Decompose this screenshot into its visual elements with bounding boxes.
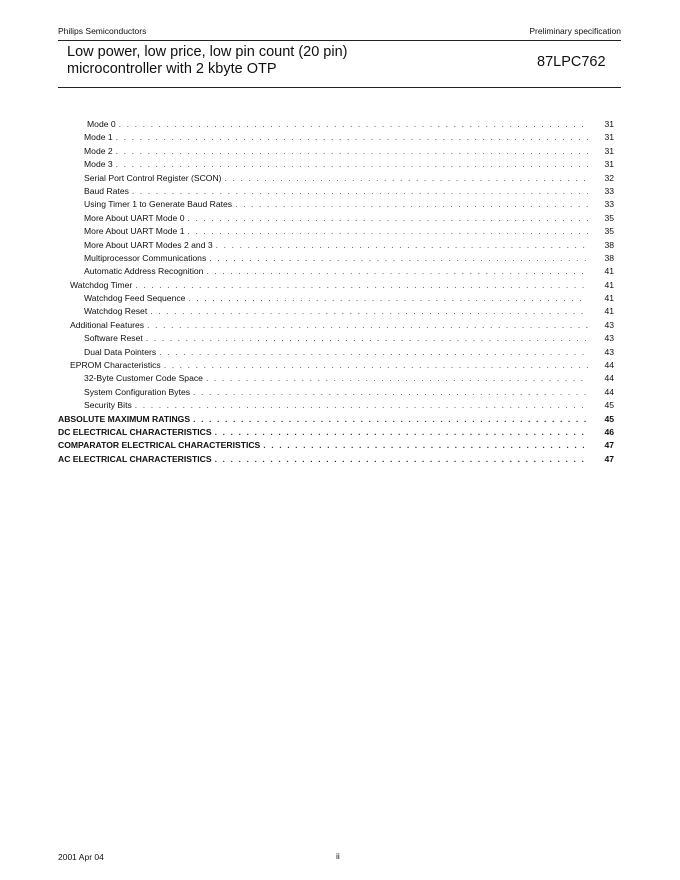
toc-entry-page: 38 [604, 252, 614, 263]
toc-entry-label: System Configuration Bytes [84, 386, 191, 397]
toc-entry[interactable] [58, 132, 614, 145]
document-title-line-2: microcontroller with 2 kbyte OTP [67, 61, 277, 77]
toc-dot-leader [135, 400, 588, 410]
toc-entry[interactable] [58, 173, 614, 186]
toc-dot-leader [209, 253, 588, 263]
toc-entry-page: 43 [604, 319, 614, 330]
toc-entry[interactable] [58, 360, 614, 373]
toc-entry-page: 31 [604, 145, 614, 156]
toc-entry-page: 47 [604, 440, 614, 451]
toc-dot-leader [206, 266, 588, 276]
toc-entry-label: Using Timer 1 to Generate Baud Rates [84, 199, 233, 210]
toc-entry[interactable] [58, 373, 614, 386]
toc-entry-label: Additional Features [70, 319, 145, 330]
document-title [67, 44, 347, 78]
toc-entry-page: 35 [604, 226, 614, 237]
toc-entry-label: Software Reset [84, 333, 143, 344]
toc-entry[interactable] [58, 306, 614, 319]
toc-dot-leader [235, 199, 588, 209]
toc-entry[interactable] [58, 159, 614, 172]
header-rule-top [58, 40, 621, 41]
toc-dot-leader [216, 240, 588, 250]
part-number: 87LPC762 [537, 54, 606, 70]
toc-entry-label: Watchdog Reset [84, 306, 148, 317]
toc-entry-label: AC ELECTRICAL CHARACTERISTICS [58, 453, 212, 464]
toc-entry[interactable] [58, 427, 614, 440]
toc-entry-label: 32-Byte Customer Code Space [84, 373, 203, 384]
toc-entry-label: Mode 3 [84, 159, 113, 170]
footer-date: 2001 Apr 04 [58, 852, 104, 862]
table-of-contents [58, 119, 614, 467]
toc-dot-leader [263, 440, 588, 450]
toc-dot-leader [187, 226, 588, 236]
toc-entry[interactable] [58, 119, 614, 132]
toc-entry-page: 43 [604, 333, 614, 344]
toc-entry-page: 45 [604, 413, 614, 424]
toc-entry-label: Baud Rates [84, 185, 129, 196]
toc-entry-page: 44 [604, 360, 614, 371]
toc-dot-leader [132, 186, 588, 196]
toc-entry[interactable] [58, 333, 614, 346]
toc-entry[interactable] [58, 454, 614, 467]
toc-entry-page: 38 [604, 239, 614, 250]
toc-dot-leader [225, 173, 588, 183]
toc-entry-label: Mode 1 [84, 132, 113, 143]
toc-dot-leader [159, 347, 588, 357]
toc-entry[interactable] [58, 266, 614, 279]
toc-entry-page: 32 [604, 172, 614, 183]
toc-entry-page: 41 [604, 279, 614, 290]
toc-entry[interactable] [58, 199, 614, 212]
toc-entry-page: 46 [604, 426, 614, 437]
toc-entry[interactable] [58, 387, 614, 400]
toc-entry[interactable] [58, 253, 614, 266]
toc-entry-label: Mode 2 [84, 145, 113, 156]
toc-entry-label: ABSOLUTE MAXIMUM RATINGS [58, 413, 191, 424]
toc-entry[interactable] [58, 146, 614, 159]
toc-entry-page: 31 [604, 132, 614, 143]
toc-entry[interactable] [58, 414, 614, 427]
toc-dot-leader [119, 119, 588, 129]
toc-entry[interactable] [58, 280, 614, 293]
toc-entry-page: 31 [604, 159, 614, 170]
toc-dot-leader [193, 414, 588, 424]
toc-entry-label: Watchdog Timer [70, 279, 133, 290]
toc-entry-label: More About UART Mode 0 [84, 212, 185, 223]
document-status: Preliminary specification [529, 26, 621, 36]
toc-entry-label: Automatic Address Recognition [84, 266, 204, 277]
toc-dot-leader [187, 213, 588, 223]
toc-entry[interactable] [58, 320, 614, 333]
header-rule-bottom [58, 87, 621, 88]
toc-dot-leader [193, 387, 588, 397]
toc-entry-page: 44 [604, 373, 614, 384]
toc-entry[interactable] [58, 226, 614, 239]
toc-entry[interactable] [58, 440, 614, 453]
toc-dot-leader [150, 306, 588, 316]
toc-entry-label: Serial Port Control Register (SCON) [84, 172, 222, 183]
toc-dot-leader [116, 146, 588, 156]
toc-dot-leader [116, 132, 588, 142]
toc-entry-page: 44 [604, 386, 614, 397]
toc-entry-label: Security Bits [84, 400, 132, 411]
toc-entry-page: 41 [604, 293, 614, 304]
toc-dot-leader [164, 360, 588, 370]
toc-entry-label: COMPARATOR ELECTRICAL CHARACTERISTICS [58, 440, 261, 451]
toc-entry-page: 47 [604, 453, 614, 464]
toc-entry-label: Watchdog Feed Sequence [84, 293, 186, 304]
toc-entry[interactable] [58, 213, 614, 226]
toc-dot-leader [146, 333, 588, 343]
toc-entry[interactable] [58, 400, 614, 413]
toc-dot-leader [116, 159, 588, 169]
toc-entry-page: 35 [604, 212, 614, 223]
toc-entry[interactable] [58, 240, 614, 253]
toc-entry-page: 41 [604, 266, 614, 277]
toc-entry[interactable] [58, 186, 614, 199]
toc-dot-leader [215, 427, 588, 437]
document-title-line-1: Low power, low price, low pin count (20 pin) [67, 44, 348, 60]
toc-entry-label: Mode 0 [87, 119, 116, 129]
toc-dot-leader [188, 293, 588, 303]
toc-entry-label: More About UART Modes 2 and 3 [84, 239, 213, 250]
toc-dot-leader [147, 320, 588, 330]
toc-entry-label: Dual Data Pointers [84, 346, 157, 357]
toc-entry-page: 43 [604, 346, 614, 357]
toc-entry-page: 33 [604, 185, 614, 196]
toc-dot-leader [206, 373, 588, 383]
toc-entry-page: 33 [604, 199, 614, 210]
toc-entry-label: EPROM Characteristics [70, 360, 161, 371]
toc-entry-page: 31 [604, 119, 614, 129]
toc-entry-label: DC ELECTRICAL CHARACTERISTICS [58, 426, 212, 437]
toc-entry-page: 45 [604, 400, 614, 411]
footer-page-number: ii [336, 851, 340, 861]
toc-entry-label: More About UART Mode 1 [84, 226, 185, 237]
toc-entry-page: 41 [604, 306, 614, 317]
toc-dot-leader [215, 454, 588, 464]
toc-dot-leader [135, 280, 588, 290]
toc-entry[interactable] [58, 293, 614, 306]
toc-entry[interactable] [58, 347, 614, 360]
toc-entry-label: Multiprocessor Communications [84, 252, 207, 263]
company-name: Philips Semiconductors [58, 26, 147, 36]
